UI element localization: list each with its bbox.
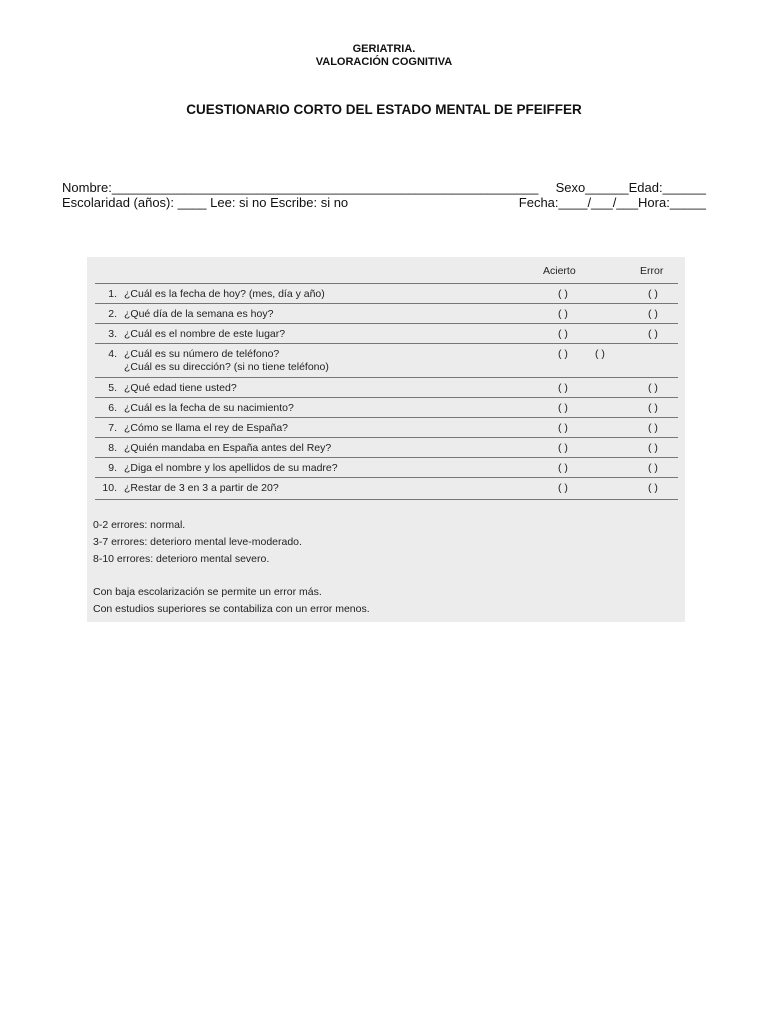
acierto-checkbox-secondary[interactable]: ( ) bbox=[595, 348, 605, 360]
error-checkbox[interactable]: ( ) bbox=[648, 402, 658, 414]
adjustment-note-low-education: Con baja escolarización se permite un error más. bbox=[93, 586, 322, 598]
error-checkbox[interactable]: ( ) bbox=[648, 288, 658, 300]
question-row-1 bbox=[95, 283, 678, 304]
acierto-checkbox[interactable]: ( ) bbox=[558, 462, 568, 474]
question-number: 8. bbox=[108, 442, 117, 454]
acierto-checkbox[interactable]: ( ) bbox=[558, 442, 568, 454]
question-number: 9. bbox=[108, 462, 117, 474]
acierto-checkbox[interactable]: ( ) bbox=[558, 422, 568, 434]
form-line-nombre bbox=[62, 180, 706, 195]
question-number: 3. bbox=[108, 328, 117, 340]
question-text: ¿Cómo se llama el rey de España? bbox=[124, 422, 288, 434]
col-header-error: Error bbox=[640, 265, 664, 277]
question-text: ¿Cuál es el nombre de este lugar? bbox=[124, 328, 286, 340]
error-checkbox[interactable]: ( ) bbox=[648, 462, 658, 474]
error-checkbox[interactable]: ( ) bbox=[648, 422, 658, 434]
question-number: 5. bbox=[108, 382, 117, 394]
error-checkbox[interactable]: ( ) bbox=[648, 482, 658, 494]
question-text: ¿Cuál es su número de teléfono? bbox=[124, 348, 280, 360]
question-row-10 bbox=[95, 477, 678, 500]
question-number: 4. bbox=[108, 348, 117, 360]
acierto-checkbox[interactable]: ( ) bbox=[558, 348, 568, 360]
question-row-6 bbox=[95, 397, 678, 418]
form-line-escolaridad bbox=[62, 195, 706, 210]
fecha-hora-field[interactable]: Fecha:____/___/___Hora:_____ bbox=[518, 195, 706, 210]
sexo-edad-field[interactable]: Sexo______Edad:______ bbox=[555, 180, 706, 195]
question-number: 10. bbox=[102, 482, 117, 494]
acierto-checkbox[interactable]: ( ) bbox=[558, 308, 568, 320]
question-row-3 bbox=[95, 323, 678, 344]
acierto-checkbox[interactable]: ( ) bbox=[558, 402, 568, 414]
question-text-secondary: ¿Cuál es su dirección? (si no tiene teléfono) bbox=[124, 361, 329, 373]
header-valoracion: VALORACIÓN COGNITIVA bbox=[315, 56, 453, 68]
question-row-4 bbox=[95, 343, 678, 378]
question-text: ¿Qué edad tiene usted? bbox=[124, 382, 237, 394]
nombre-field[interactable]: Nombre:___________________________________________________________ bbox=[62, 180, 539, 195]
question-number: 2. bbox=[108, 308, 117, 320]
error-checkbox[interactable]: ( ) bbox=[648, 382, 658, 394]
question-text: ¿Cuál es la fecha de su nacimiento? bbox=[124, 402, 294, 414]
scoring-note-moderate: 3-7 errores: deterioro mental leve-moderado. bbox=[93, 536, 302, 548]
question-row-8 bbox=[95, 437, 678, 458]
error-checkbox[interactable]: ( ) bbox=[648, 328, 658, 340]
acierto-checkbox[interactable]: ( ) bbox=[558, 328, 568, 340]
question-number: 6. bbox=[108, 402, 117, 414]
col-header-acierto: Acierto bbox=[543, 265, 576, 277]
question-text: ¿Diga el nombre y los apellidos de su madre? bbox=[124, 462, 338, 474]
question-text: ¿Qué día de la semana es hoy? bbox=[124, 308, 274, 320]
question-row-2 bbox=[95, 303, 678, 324]
adjustment-note-high-education: Con estudios superiores se contabiliza con un error menos. bbox=[93, 603, 370, 615]
header-geriatria: GERIATRIA. bbox=[352, 43, 416, 55]
question-text: ¿Restar de 3 en 3 a partir de 20? bbox=[124, 482, 279, 494]
acierto-checkbox[interactable]: ( ) bbox=[558, 288, 568, 300]
question-row-9 bbox=[95, 457, 678, 478]
questionnaire-panel bbox=[87, 257, 685, 622]
acierto-checkbox[interactable]: ( ) bbox=[558, 482, 568, 494]
scoring-note-severe: 8-10 errores: deterioro mental severo. bbox=[93, 553, 270, 565]
question-text: ¿Quién mandaba en España antes del Rey? bbox=[124, 442, 332, 454]
scoring-note-normal: 0-2 errores: normal. bbox=[93, 519, 186, 531]
escolaridad-field[interactable]: Escolaridad (años): ____ Lee: si no Escribe: si no bbox=[62, 195, 349, 210]
question-row-5 bbox=[95, 377, 678, 398]
error-checkbox[interactable]: ( ) bbox=[648, 308, 658, 320]
acierto-checkbox[interactable]: ( ) bbox=[558, 382, 568, 394]
question-text: ¿Cuál es la fecha de hoy? (mes, día y año) bbox=[124, 288, 325, 300]
error-checkbox[interactable]: ( ) bbox=[648, 442, 658, 454]
question-row-7 bbox=[95, 417, 678, 438]
question-number: 7. bbox=[108, 422, 117, 434]
question-number: 1. bbox=[108, 288, 117, 300]
page-title: CUESTIONARIO CORTO DEL ESTADO MENTAL DE PFEIFFER bbox=[186, 102, 582, 117]
